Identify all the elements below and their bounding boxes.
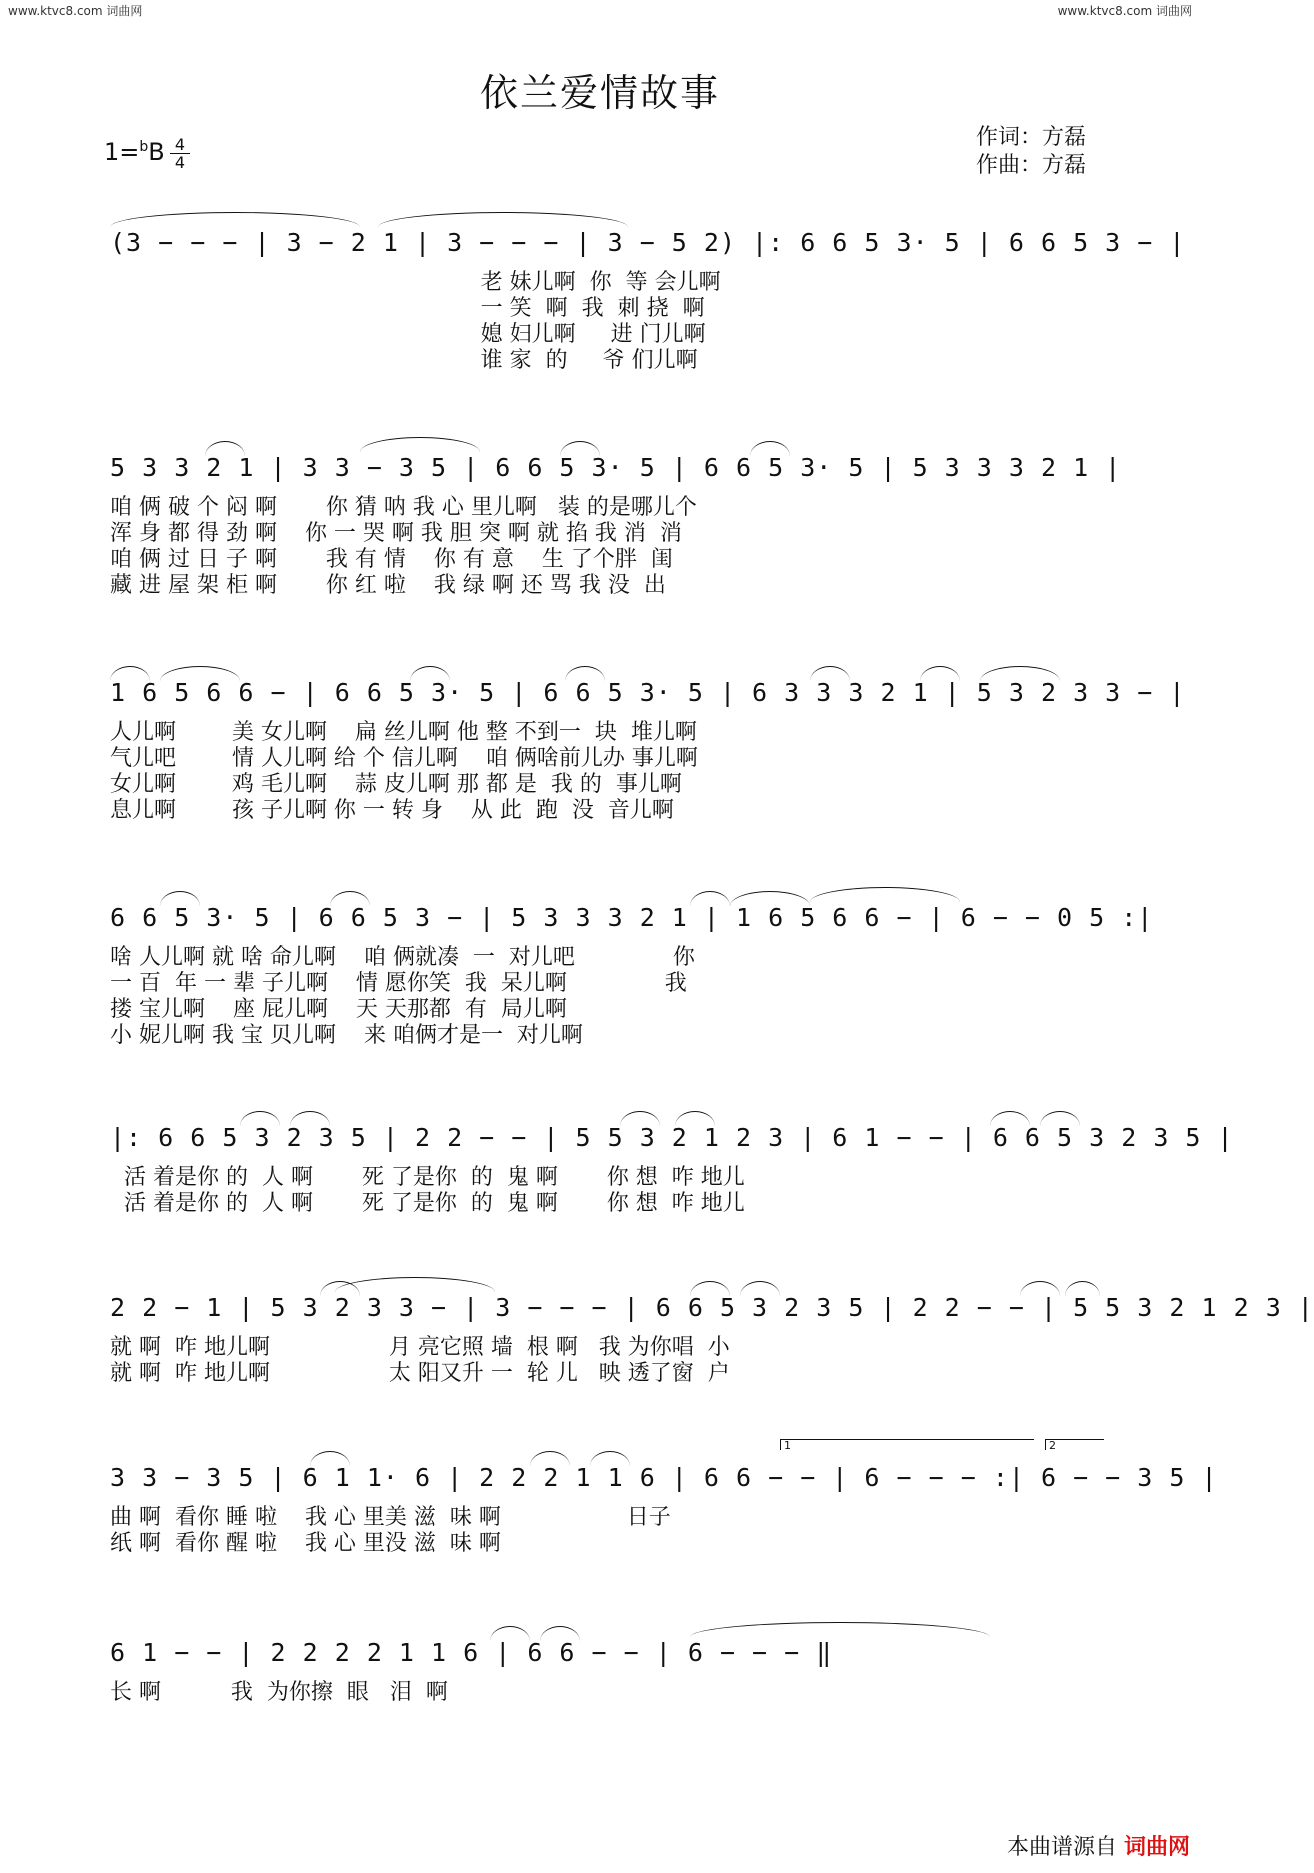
notation-line: (3 − − − | 3 − 2 1 | 3 − − − | 3 − 5 2) |: 6 6 5 3· 5 | 6 6 5 3 − | bbox=[110, 228, 1186, 257]
lyric-line: 啥 人儿啊 就 啥 命儿啊 咱 俩就凑 一 对儿吧 你 bbox=[110, 945, 695, 970]
lyrics-block bbox=[110, 720, 1100, 824]
lyrics-block bbox=[110, 1165, 1100, 1217]
lyric-line: 就 啊 咋 地儿啊 月 亮它照 墙 根 啊 我 为你唱 小 bbox=[110, 1335, 730, 1360]
lyrics-block bbox=[110, 1335, 1100, 1387]
lyric-line: 女儿啊 鸡 毛儿啊 蒜 皮儿啊 那 都 是 我 的 事儿啊 bbox=[110, 772, 682, 797]
lyrics-block bbox=[110, 945, 1100, 1049]
lyric-line: 活 着是你 的 人 啊 死 了是你 的 鬼 啊 你 想 咋 地儿 bbox=[110, 1165, 745, 1190]
lyric-line: 浑 身 都 得 劲 啊 你 一 哭 啊 我 胆 突 啊 就 掐 我 消 消 bbox=[110, 521, 682, 546]
notation-line: 3 3 − 3 5 | 6 1 1· 6 | 2 2 2 1 1 6 | 6 6 − − | 6 − − − :| 6 − − 3 5 | bbox=[110, 1463, 1218, 1492]
watermark-right: www.ktvc8.com 词曲网 bbox=[1057, 4, 1192, 18]
lyric-line: 长 啊 我 为你擦 眼 泪 啊 bbox=[110, 1680, 448, 1705]
lyric-line: 就 啊 咋 地儿啊 太 阳又升 一 轮 儿 映 透了窗 户 bbox=[110, 1361, 730, 1386]
credits bbox=[976, 124, 1086, 180]
lyric-line: 活 着是你 的 人 啊 死 了是你 的 鬼 啊 你 想 咋 地儿 bbox=[110, 1191, 745, 1216]
score-system-5 bbox=[110, 1115, 1234, 1217]
lyric-line: 藏 进 屋 架 柜 啊 你 红 啦 我 绿 啊 还 骂 我 没 出 bbox=[110, 573, 666, 598]
lyric-line: 息儿啊 孩 子儿啊 你 一 转 身 从 此 跑 没 音儿啊 bbox=[110, 798, 674, 823]
lyrics-block bbox=[110, 495, 1100, 599]
lyric-line: 媳 妇儿啊 进 门儿啊 bbox=[110, 322, 706, 347]
footer-brand-link[interactable]: 词曲网 bbox=[1123, 1835, 1190, 1860]
key-flat: b bbox=[139, 139, 149, 155]
score-system-6 bbox=[110, 1285, 1314, 1387]
lyric-line: 搂 宝儿啊 座 屁儿啊 天 天那都 有 局儿啊 bbox=[110, 997, 567, 1022]
lyric-line: 曲 啊 看你 睡 啦 我 心 里美 滋 味 啊 日子 bbox=[110, 1505, 671, 1530]
lyric-line: 纸 啊 看你 醒 啦 我 心 里没 滋 味 啊 bbox=[110, 1531, 501, 1556]
watermark-left: www.ktvc8.com 词曲网 bbox=[8, 4, 143, 18]
score-system-8 bbox=[110, 1630, 1100, 1706]
source-footer bbox=[1007, 1830, 1190, 1861]
lyric-line: 小 妮儿啊 我 宝 贝儿啊 来 咱俩才是一 对儿啊 bbox=[110, 1023, 583, 1048]
volta-2: 2 bbox=[1045, 1439, 1104, 1450]
notation-line: 6 6 5 3· 5 | 6 6 5 3 − | 5 3 3 3 2 1 | 1 6 5 6 6 − | 6 − − 0 5 :| bbox=[110, 903, 1154, 932]
lyric-line: 谁 家 的 爷 们儿啊 bbox=[110, 348, 698, 373]
song-title: 依兰爱情故事 bbox=[479, 71, 720, 115]
notation-line: 6 1 − − | 2 2 2 2 1 1 6 | 6 6 − − | 6 − − − ‖ bbox=[110, 1638, 833, 1667]
notation-line: |: 6 6 5 3 2 3 5 | 2 2 − − | 5 5 3 2 1 2 3 | 6 1 − − | 6 6 5 3 2 3 5 | bbox=[110, 1123, 1234, 1152]
lyric-line: 咱 俩 破 个 闷 啊 你 猜 呐 我 心 里儿啊 装 的是哪儿个 bbox=[110, 495, 697, 520]
score-system-2 bbox=[110, 445, 1122, 599]
lyric-line: 咱 俩 过 日 子 啊 我 有 情 你 有 意 生 了个胖 闺 bbox=[110, 547, 673, 572]
score-system-1 bbox=[110, 220, 1186, 374]
key-note: B bbox=[148, 138, 165, 166]
footer-text: 本曲谱源自 bbox=[1006, 1835, 1117, 1860]
lyric-line: 一 百 年 一 辈 子儿啊 情 愿你笑 我 呆儿啊 我 bbox=[110, 971, 687, 996]
notation-line: 1 6 5 6 6 − | 6 6 5 3· 5 | 6 6 5 3· 5 | 6 3 3 3 2 1 | 5 3 2 3 3 − | bbox=[110, 678, 1186, 707]
composer: 作曲：方磊 bbox=[976, 153, 1087, 178]
meter-bottom: 4 bbox=[174, 153, 186, 172]
meter-top: 4 bbox=[170, 136, 190, 154]
lyric-line: 一 笑 啊 我 刺 挠 啊 bbox=[110, 296, 705, 321]
score-system-3 bbox=[110, 670, 1186, 824]
lyric-line: 老 妹儿啊 你 等 会儿啊 bbox=[110, 270, 721, 295]
lyric-line: 气儿吧 情 人儿啊 给 个 信儿啊 咱 俩啥前儿办 事儿啊 bbox=[110, 746, 698, 771]
score-system-7 bbox=[110, 1439, 1218, 1557]
volta-1: 1 bbox=[780, 1439, 1034, 1450]
lyrics-block bbox=[110, 270, 1100, 374]
lyric-line: 人儿啊 美 女儿啊 扁 丝儿啊 他 整 不到一 块 堆儿啊 bbox=[110, 720, 697, 745]
key-prefix: 1= bbox=[104, 138, 140, 166]
notation-line: 2 2 − 1 | 5 3 2 3 3 − | 3 − − − | 6 6 5 3 2 3 5 | 2 2 − − | 5 5 3 2 1 2 3 | bbox=[110, 1293, 1314, 1322]
lyrics-block bbox=[110, 1505, 1100, 1557]
score-system-4 bbox=[110, 895, 1154, 1049]
key-signature bbox=[104, 138, 165, 166]
notation-line: 5 3 3 2 1 | 3 3 − 3 5 | 6 6 5 3· 5 | 6 6 5 3· 5 | 5 3 3 3 2 1 | bbox=[110, 453, 1122, 482]
time-signature bbox=[170, 136, 190, 171]
lyrics-block bbox=[110, 1680, 1100, 1706]
lyricist: 作词：方磊 bbox=[976, 125, 1087, 150]
